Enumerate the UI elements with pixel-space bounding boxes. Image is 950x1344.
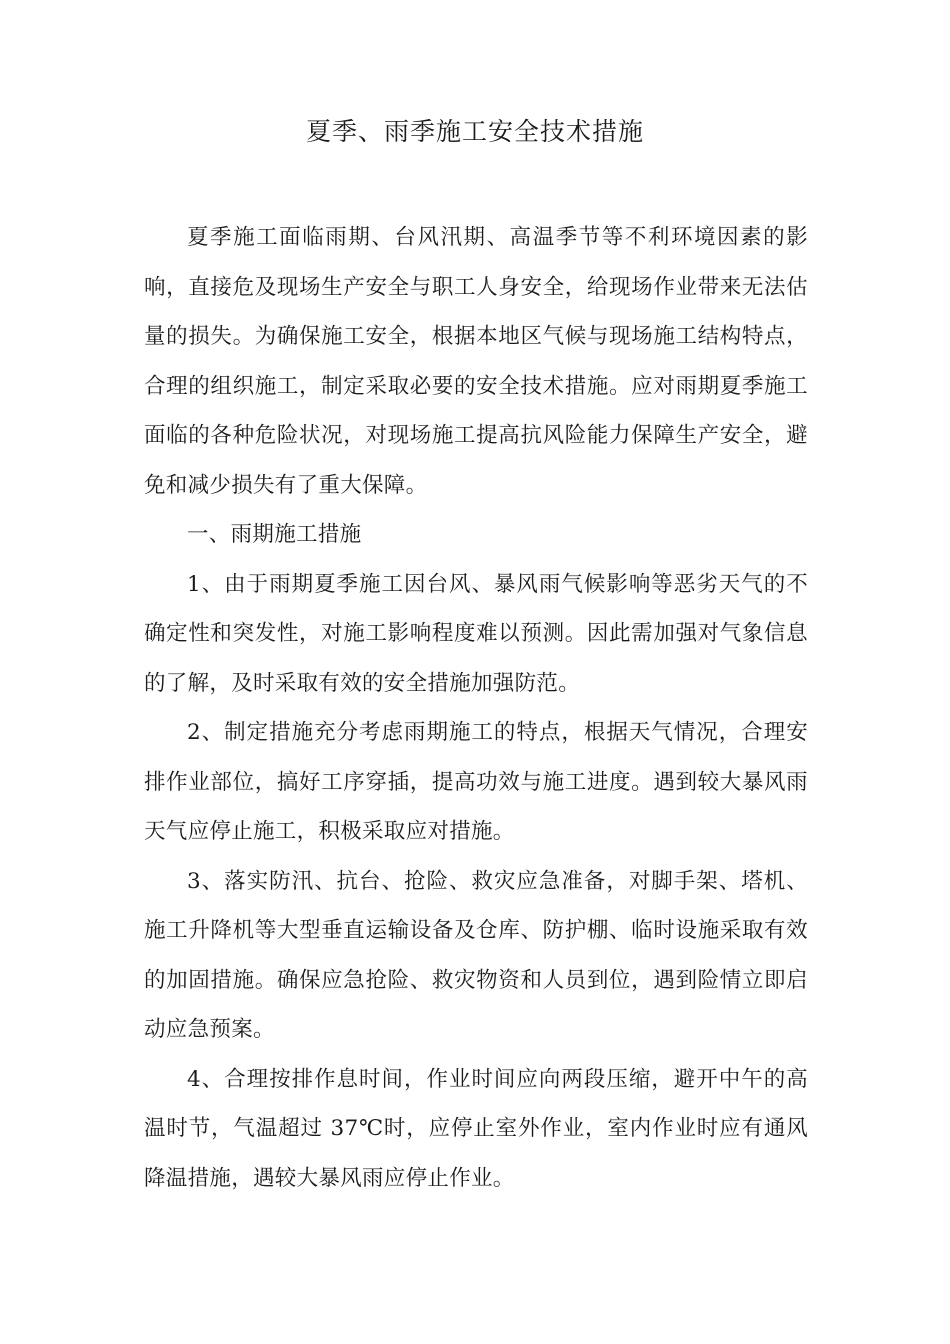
section-heading-rain-season: 一、雨期施工措施 [187,522,362,547]
document-body [144,213,808,1203]
document-title: 夏季、雨季施工安全技术措施 [305,117,644,146]
measure-item-4: 4、合理按排作息时间，作业时间应向两段压缩，避开中午的高温时节，气温超过 37℃时，应停止室外作业，室内作业时应有通风降温措施，遇较大暴风雨应停止作业。 [144,1066,808,1191]
measure-item-3: 3、落实防汛、抗台、抢险、救灾应急准备，对脚手架、塔机、施工升降机等大型垂直运输设备及仓库、防护棚、临时设施采取有效的加固措施。确保应急抢险、救灾物资和人员到位，遇到险情立即启动应急预案。 [144,868,808,1042]
measure-item-1: 1、由于雨期夏季施工因台风、暴风雨气候影响等恶劣天气的不确定性和突发性，对施工影响程度难以预测。因此需加强对气象信息的了解，及时采取有效的安全措施加强防范。 [144,571,808,696]
intro-paragraph: 夏季施工面临雨期、台风汛期、高温季节等不利环境因素的影响，直接危及现场生产安全与职工人身安全，给现场作业带来无法估量的损失。为确保施工安全，根据本地区气候与现场施工结构特点，合理的组织施工，制定采取必要的安全技术措施。应对雨期夏季施工面临的各种危险状况，对现场施工提高抗风险能力保障生产安全，避免和减少损失有了重大保障。 [144,225,808,498]
measure-item-2: 2、制定措施充分考虑雨期施工的特点，根据天气情况，合理安排作业部位，搞好工序穿插，提高功效与施工进度。遇到较大暴风雨天气应停止施工，积极采取应对措施。 [144,720,808,844]
